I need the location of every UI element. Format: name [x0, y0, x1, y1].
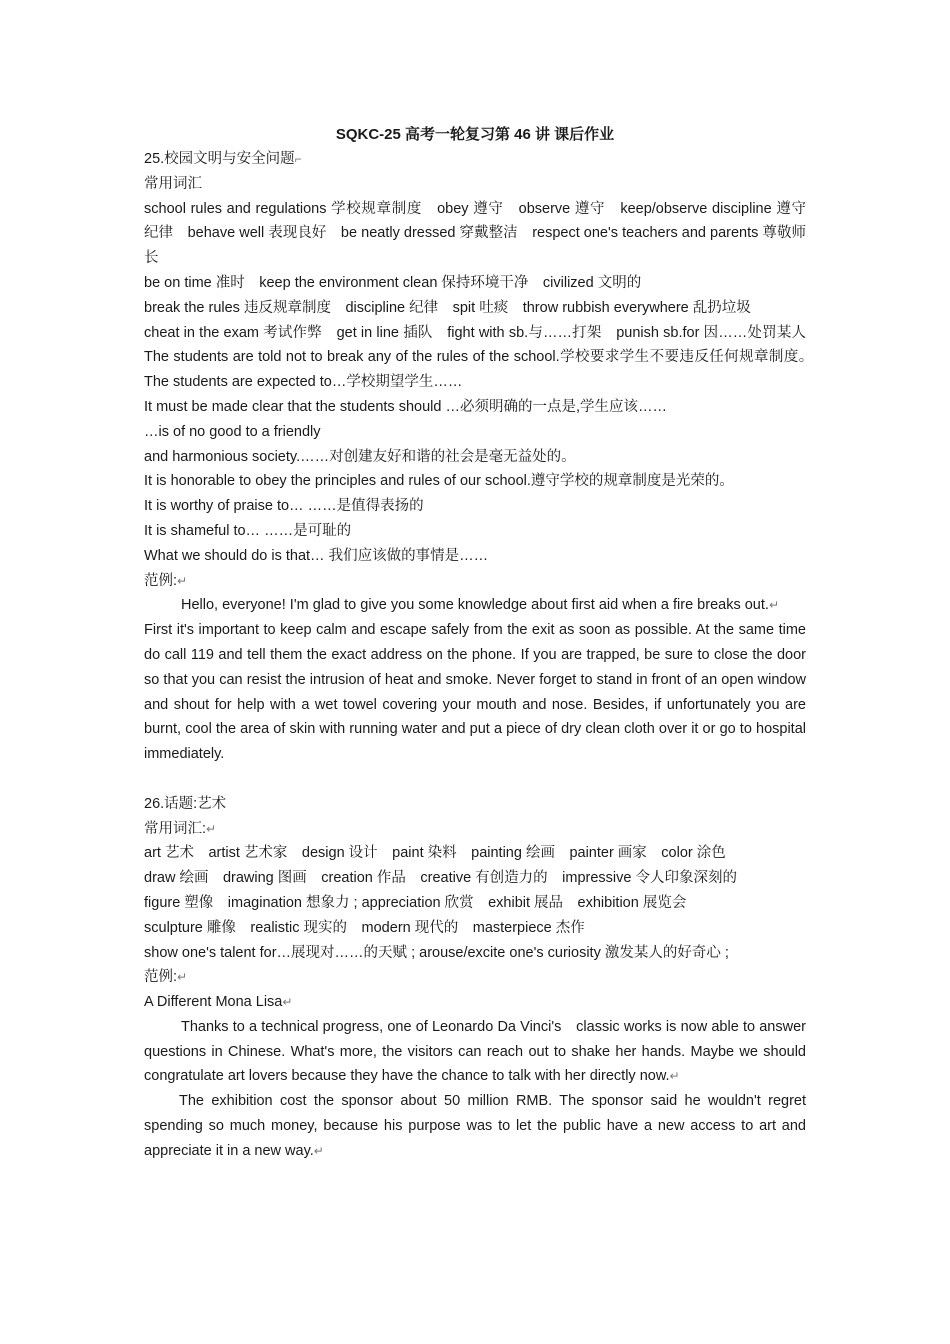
section-26 [144, 792, 806, 1164]
paragraph-mark-icon: ↵ [313, 1143, 324, 1158]
example-label: 范例:↵ [144, 969, 188, 986]
document-page [144, 122, 821, 1164]
sentence-pattern: What we should do is that… 我们应该做的事情是…… [144, 547, 489, 564]
vocab-line: cheat in the exam 考试作弊 get in line 插队 fight with sb.与……打架 punish sb.for 因……处罚某人 The students are told not to break any of the rules of the school.学校要求学生不要违反任何规章制度。 The students are expected to…学校期望学生…… [144, 324, 821, 391]
paragraph-mark-icon: ↵ [206, 821, 217, 836]
example-paragraph: Thanks to a technical progress, one of Leonardo Da Vinci's classic works is now able to answer questions in Chinese. What's more, the visitors can reach out to shake her hands. Maybe we should congratulate art lovers because they have the chance to talk with her directly now.↵ [144, 1018, 806, 1085]
vocab-line: show one's talent for…展现对……的天赋 ; arouse/excite one's curiosity 激发某人的好奇心 ; [144, 944, 729, 961]
document-title: SQKC-25 高考一轮复习第 46 讲 课后作业 [335, 126, 615, 143]
essay-title: A Different Mona Lisa↵ [144, 994, 293, 1011]
paragraph-mark-icon: ↵ [177, 573, 188, 588]
paragraph-mark-icon: ↵ [177, 970, 188, 985]
example-paragraph: The exhibition cost the sponsor about 50 million RMB. The sponsor said he wouldn't regret spending so much money, because his purpose was to let the public have a new access to art and appreciate it in a new way.↵ [144, 1093, 806, 1159]
paragraph-mark-icon: ↵ [768, 598, 779, 613]
vocab-line: break the rules 违反规章制度 discipline 纪律 spit 吐痰 throw rubbish everywhere 乱扔垃圾 [144, 299, 751, 316]
example-paragraph: Hello, everyone! I'm glad to give you some knowledge about first aid when a fire breaks out.↵ [181, 597, 779, 614]
section-heading: 26.话题:艺术 [144, 795, 227, 812]
vocab-line: art 艺术 artist 艺术家 design 设计 paint 染料 painting 绘画 painter 画家 color 涂色 [144, 845, 726, 862]
paragraph-mark-icon: ⌐ [294, 152, 302, 166]
vocab-line: be on time 准时 keep the environment clean 保持环境干净 civilized 文明的 [144, 274, 642, 291]
sentence-pattern: and harmonious society.……对创建友好和谐的社会是毫无益处的。 [144, 448, 576, 465]
vocab-line: sculpture 雕像 realistic 现实的 modern 现代的 masterpiece 杰作 [144, 919, 585, 936]
paragraph-mark-icon: ↵ [669, 1069, 680, 1084]
sentence-pattern: …is of no good to a friendly [144, 423, 321, 440]
sentence-pattern: It is shameful to… ……是可耻的 [144, 522, 352, 539]
section-25 [144, 147, 821, 767]
vocab-label: 常用词汇:↵ [144, 820, 217, 837]
section-heading: 25.校园文明与安全问题⌐ [144, 151, 302, 167]
sentence-pattern: It is honorable to obey the principles and rules of our school.遵守学校的规章制度是光荣的。 [144, 473, 734, 490]
example-label: 范例:↵ [144, 572, 188, 589]
sentence-pattern: It is worthy of praise to… ……是值得表扬的 [144, 498, 424, 515]
sentence-pattern: It must be made clear that the students should …必须明确的一点是,学生应该…… [144, 398, 667, 415]
vocab-label: 常用词汇 [144, 175, 202, 192]
example-paragraph: First it's important to keep calm and escape safely from the exit as soon as possible. At the same time do call 119 and tell them the exact address on the phone. If you are trapped, be sure to close the door so that you can resist the intrusion of heat and smoke. Never forget to stand in front of an open window and shout for help with a wet towel covering your mouth and nose. Besides, if unfortunately you are burnt, cool the area of skin with running water and put a piece of dry clean cloth over it or go to hospital immediately. [144, 622, 806, 763]
vocab-line: figure 塑像 imagination 想象力 ; appreciation 欣赏 exhibit 展品 exhibition 展览会 [144, 894, 687, 911]
blank-line [144, 767, 806, 792]
paragraph-mark-icon: ↵ [282, 995, 293, 1010]
vocab-line: draw 绘画 drawing 图画 creation 作品 creative 有创造力的 impressive 令人印象深刻的 [144, 870, 737, 887]
vocab-line: school rules and regulations 学校规章制度 obey 遵守 observe 遵守 keep/observe discipline 遵守纪律 behave well 表现良好 be neatly dressed 穿戴整洁 respect one's teachers and parents 尊敬师长 [144, 200, 806, 267]
